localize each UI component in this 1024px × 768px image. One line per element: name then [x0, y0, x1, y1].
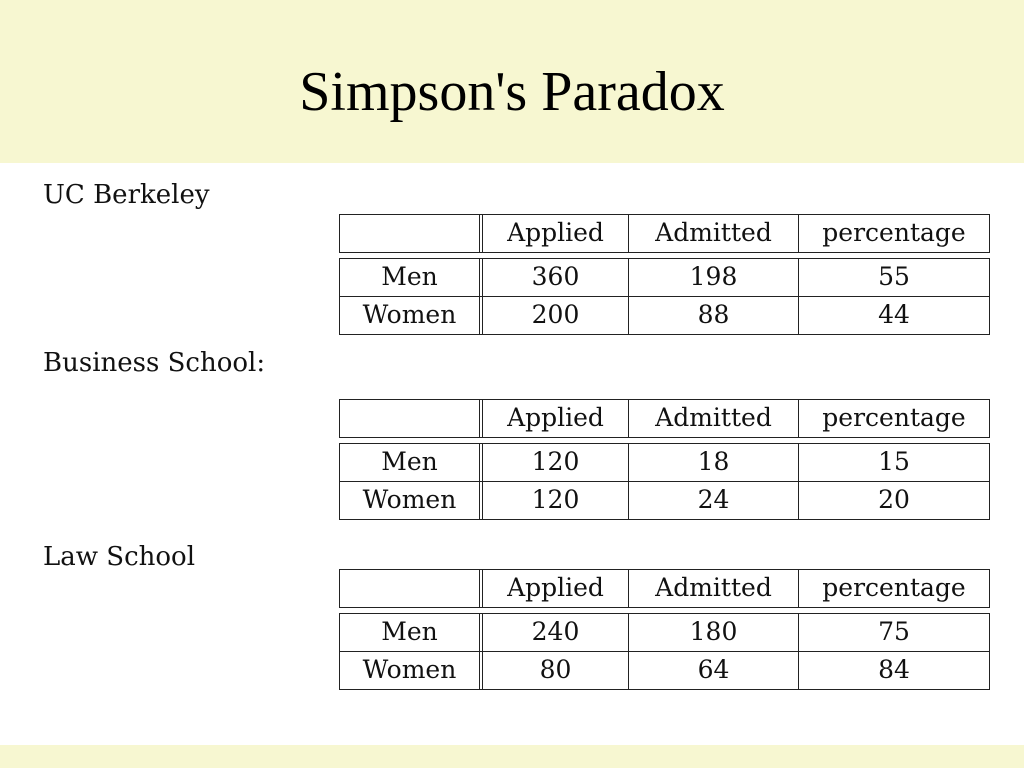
header-cell-percentage: percentage: [822, 573, 966, 602]
applied-cell: 360: [483, 259, 629, 296]
admitted-cell: 64: [629, 652, 799, 689]
header-cell-applied: Applied: [483, 215, 629, 252]
table-row-women: [339, 651, 990, 690]
header-cell-blank: [340, 400, 483, 437]
table-header-row: [339, 399, 990, 438]
header-cell-admitted: Admitted: [629, 570, 799, 607]
applied-cell: 80: [483, 652, 629, 689]
row-group-cell: Men: [340, 259, 483, 296]
applied-cell: 200: [483, 297, 629, 334]
table-header-row: [339, 569, 990, 608]
admitted-cell: 18: [629, 444, 799, 481]
percentage-cell: 84: [878, 655, 910, 684]
percentage-cell: 20: [878, 485, 910, 514]
slide-footer: [0, 745, 1024, 768]
header-cell-percentage: percentage: [822, 218, 966, 247]
section-label-law-school: Law School: [43, 542, 196, 572]
table-row-men: [339, 258, 990, 296]
row-group-cell: Women: [340, 297, 483, 334]
header-cell-admitted: Admitted: [629, 400, 799, 437]
percentage-cell: 55: [878, 262, 910, 291]
table-header-row: [339, 214, 990, 253]
admitted-cell: 198: [629, 259, 799, 296]
header-cell-applied: Applied: [483, 570, 629, 607]
percentage-cell: 44: [878, 300, 910, 329]
applied-cell: 120: [483, 444, 629, 481]
section-label-uc-berkeley: UC Berkeley: [43, 180, 210, 210]
header-cell-percentage: percentage: [822, 403, 966, 432]
header-cell-applied: Applied: [483, 400, 629, 437]
slide-title: Simpson's Paradox: [299, 61, 725, 123]
row-group-cell: Men: [340, 614, 483, 651]
section-label-business-school: Business School:: [43, 348, 266, 378]
table-row-men: [339, 443, 990, 481]
table-row-men: [339, 613, 990, 651]
table-row-women: [339, 481, 990, 520]
slide-header: [0, 0, 1024, 163]
row-group-cell: Women: [340, 652, 483, 689]
percentage-cell: 15: [878, 447, 910, 476]
percentage-cell: 75: [878, 617, 910, 646]
header-cell-blank: [340, 215, 483, 252]
applied-cell: 240: [483, 614, 629, 651]
applied-cell: 120: [483, 482, 629, 519]
admitted-cell: 24: [629, 482, 799, 519]
header-cell-admitted: Admitted: [629, 215, 799, 252]
table-row-women: [339, 296, 990, 335]
row-group-cell: Men: [340, 444, 483, 481]
header-cell-blank: [340, 570, 483, 607]
admitted-cell: 180: [629, 614, 799, 651]
admitted-cell: 88: [629, 297, 799, 334]
row-group-cell: Women: [340, 482, 483, 519]
